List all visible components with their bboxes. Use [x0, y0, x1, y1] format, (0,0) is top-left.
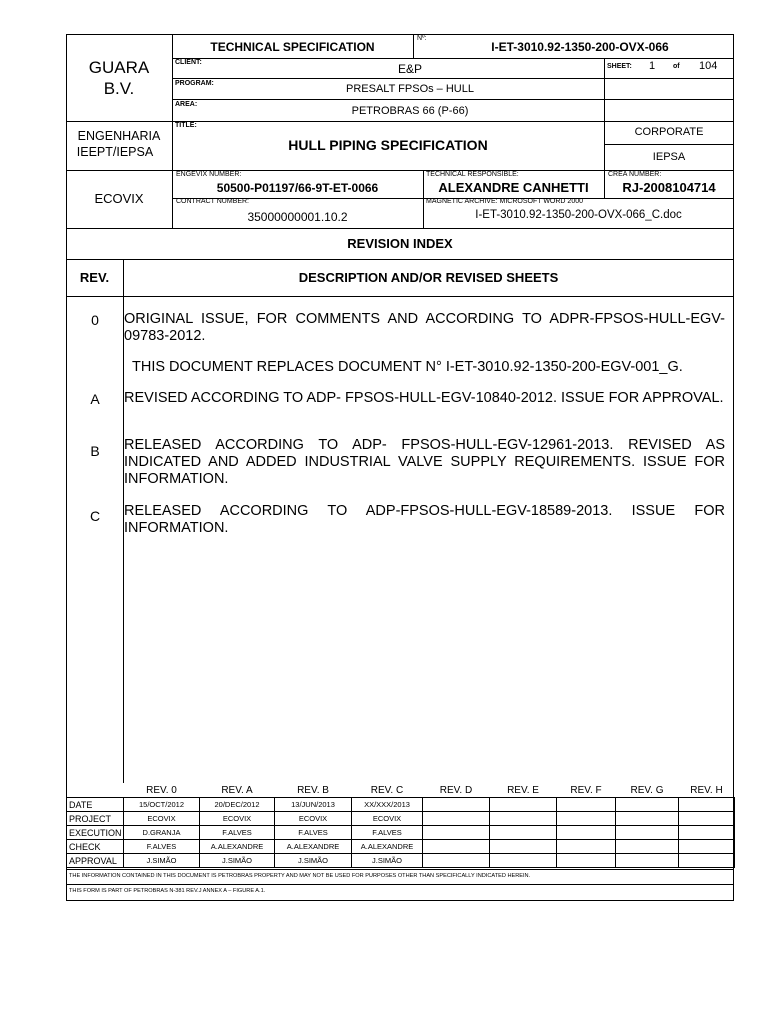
engevix-number: 50500-P01197/66-9T-ET-0066: [216, 181, 379, 195]
table-cell: J.SIMÃO: [124, 854, 200, 868]
rev-col-b: REV. B: [275, 784, 352, 798]
table-cell: F.ALVES: [275, 826, 352, 840]
table-cell: [557, 840, 616, 854]
client-value: E&P: [397, 62, 422, 76]
archive-label: MAGNETIC ARCHIVE: MICROSOFT WORD 2000: [426, 198, 584, 205]
sheet-label: SHEET:: [607, 63, 632, 70]
table-cell: [557, 798, 616, 812]
title-label: TITLE:: [175, 122, 197, 129]
contract-number: 35000000001.10.2: [247, 210, 348, 224]
rev-0-letter: 0: [91, 312, 99, 328]
table-cell: J.SIMÃO: [200, 854, 275, 868]
table-cell: [616, 812, 679, 826]
table-cell: 15/OCT/2012: [124, 798, 200, 812]
table-cell: [679, 812, 735, 826]
rev-0-replacement-note: THIS DOCUMENT REPLACES DOCUMENT N° I-ET-3010.92-1350-200-EGV-001_G.: [132, 359, 683, 375]
contractor-name: ECOVIX: [94, 191, 144, 206]
table-cell: [616, 826, 679, 840]
approval-corner-cell: [67, 784, 124, 798]
approval-table: [66, 784, 735, 868]
table-cell: [616, 854, 679, 868]
row-label: DATE: [67, 798, 124, 812]
table-cell: [616, 798, 679, 812]
table-cell: [423, 812, 490, 826]
rev-c-description: RELEASED ACCORDING TO ADP-FPSOS-HULL-EGV-18589-2013. ISSUE FOR INFORMATION.: [124, 503, 725, 536]
client-label: CLIENT:: [175, 59, 202, 66]
property-notice: THE INFORMATION CONTAINED IN THIS DOCUMENT IS PETROBRAS PROPERTY AND MAY NOT BE USED FOR PURPOSES OTHER THAN SPECIFICALLY INDICATED HEREIN.: [69, 873, 531, 879]
doc-title: HULL PIPING SPECIFICATION: [288, 137, 488, 153]
table-cell: [490, 840, 557, 854]
rev-column-header: REV.: [79, 270, 110, 285]
table-cell: F.ALVES: [200, 826, 275, 840]
table-cell: 20/DEC/2012: [200, 798, 275, 812]
company-line2: B.V.: [103, 79, 135, 98]
rev-b-description: RELEASED ACCORDING TO ADP- FPSOS-HULL-EGV-12961-2013. REVISED AS INDICATED AND ADDED INDUSTRIAL VALVE SUPPLY REQUIREMENTS. ISSUE FOR INFORMATION.: [124, 437, 725, 487]
revision-index-title: REVISION INDEX: [347, 236, 453, 251]
engevix-label: ENGEVIX NUMBER:: [176, 171, 242, 178]
area-value: PETROBRAS 66 (P-66): [351, 105, 469, 117]
rev-a-description: REVISED ACCORDING TO ADP- FPSOS-HULL-EGV-10840-2012. ISSUE FOR APPROVAL.: [124, 390, 724, 406]
dept-line2: IEEPT/IEPSA: [76, 145, 154, 159]
form-note: THIS FORM IS PART OF PETROBRAS N-381 REV.J ANNEX A – FIGURE A.1.: [69, 888, 266, 894]
table-cell: [557, 826, 616, 840]
table-cell: [490, 798, 557, 812]
table-cell: ECOVIX: [275, 812, 352, 826]
table-cell: [616, 840, 679, 854]
approval-row-check: [67, 840, 735, 854]
table-cell: D.GRANJA: [124, 826, 200, 840]
iepsa-label: IEPSA: [652, 151, 686, 163]
approval-row-execution: [67, 826, 735, 840]
nr-label: Nº:: [417, 35, 427, 42]
doc-type: TECHNICAL SPECIFICATION: [210, 40, 375, 54]
table-cell: ECOVIX: [124, 812, 200, 826]
description-column-header: DESCRIPTION AND/OR REVISED SHEETS: [298, 270, 559, 285]
rev-col-e: REV. E: [490, 784, 557, 798]
approval-row-approval: [67, 854, 735, 868]
table-cell: [423, 854, 490, 868]
program-label: PROGRAM:: [175, 80, 214, 87]
of-label: of: [673, 63, 680, 70]
rev-col-h: REV. H: [679, 784, 735, 798]
tech-resp-label: TECHNICAL RESPONSIBLE:: [426, 171, 519, 178]
rev-b-letter: B: [90, 443, 100, 459]
rev-col-a: REV. A: [200, 784, 275, 798]
approval-row-project: [67, 812, 735, 826]
row-label: APPROVAL: [67, 854, 124, 868]
table-cell: F.ALVES: [124, 840, 200, 854]
table-cell: [679, 854, 735, 868]
table-cell: A.ALEXANDRE: [352, 840, 423, 854]
table-cell: J.SIMÃO: [275, 854, 352, 868]
table-cell: XX/XXX/2013: [352, 798, 423, 812]
rev-col-f: REV. F: [557, 784, 616, 798]
dept-line1: ENGENHARIA: [77, 129, 161, 143]
table-cell: F.ALVES: [352, 826, 423, 840]
crea-label: CREA NUMBER:: [608, 171, 662, 178]
crea-number: RJ-2008104714: [622, 180, 716, 195]
table-cell: 13/JUN/2013: [275, 798, 352, 812]
table-cell: A.ALEXANDRE: [200, 840, 275, 854]
table-cell: ECOVIX: [200, 812, 275, 826]
row-label: PROJECT: [67, 812, 124, 826]
table-cell: [557, 854, 616, 868]
rev-0-description: ORIGINAL ISSUE, FOR COMMENTS AND ACCORDING TO ADPR-FPSOS-HULL-EGV-09783-2012.: [124, 311, 725, 344]
area-label: AREA:: [175, 101, 198, 108]
rev-c-letter: C: [89, 508, 101, 524]
table-cell: [679, 826, 735, 840]
program-value: PRESALT FPSOs – HULL: [346, 83, 474, 95]
table-cell: [679, 840, 735, 854]
table-cell: [679, 798, 735, 812]
tech-resp-name: ALEXANDRE CANHETTI: [438, 180, 589, 195]
sheet-number: 1: [649, 60, 656, 72]
company-line1: GUARA: [88, 58, 150, 77]
table-cell: [423, 840, 490, 854]
rev-col-g: REV. G: [616, 784, 679, 798]
total-sheets: 104: [699, 60, 718, 72]
row-label: CHECK: [67, 840, 124, 854]
rev-a-letter: A: [90, 391, 100, 407]
table-cell: [490, 854, 557, 868]
doc-number: I-ET-3010.92-1350-200-OVX-066: [491, 40, 669, 54]
rev-col-d: REV. D: [423, 784, 490, 798]
table-cell: [423, 826, 490, 840]
rev-col-c: REV. C: [352, 784, 423, 798]
approval-row-date: [67, 798, 735, 812]
table-cell: J.SIMÃO: [352, 854, 423, 868]
table-cell: [490, 826, 557, 840]
corporate-label: CORPORATE: [634, 126, 704, 138]
table-cell: A.ALEXANDRE: [275, 840, 352, 854]
archive-file: I-ET-3010.92-1350-200-OVX-066_C.doc: [475, 209, 682, 221]
table-cell: [557, 812, 616, 826]
row-label: EXECUTION: [67, 826, 124, 840]
table-cell: [490, 812, 557, 826]
contract-label: CONTRACT NUMBER:: [176, 198, 249, 205]
approval-header-row: [67, 784, 735, 798]
table-cell: [423, 798, 490, 812]
table-cell: ECOVIX: [352, 812, 423, 826]
rev-col-0: REV. 0: [124, 784, 200, 798]
